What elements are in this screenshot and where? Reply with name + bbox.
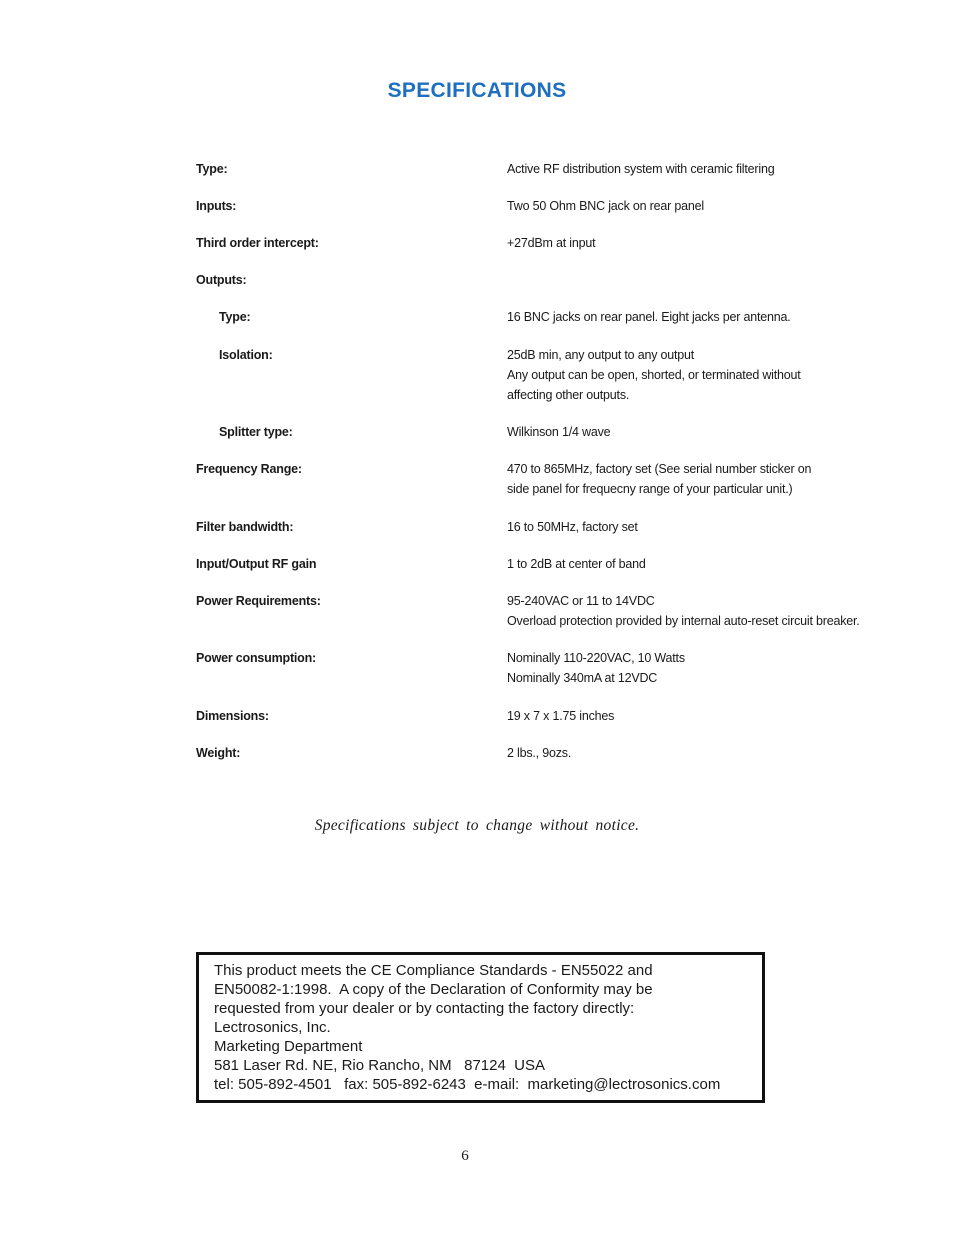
- spec-value-line: 16 to 50MHz, factory set: [507, 520, 638, 534]
- page-number: 6: [461, 1148, 469, 1164]
- spec-value-line: Overload protection provided by internal auto-reset circuit breaker.: [507, 614, 860, 628]
- spec-value-line: 95-240VAC or 11 to 14VDC: [507, 594, 655, 608]
- spec-value: [507, 706, 614, 726]
- ce-text-line: tel: 505-892-4501 fax: 505-892-6243 e-mail: marketing@lectrosonics.com: [214, 1076, 721, 1093]
- spec-value: [507, 233, 595, 253]
- spec-label: Isolation:: [219, 348, 273, 362]
- spec-value-line: 2 lbs., 9ozs.: [507, 746, 572, 760]
- spec-label: Power Requirements:: [196, 594, 321, 608]
- spec-value: [507, 459, 811, 499]
- ce-text-line: Lectrosonics, Inc.: [214, 1019, 331, 1036]
- spec-value: [507, 517, 638, 537]
- spec-label: Weight:: [196, 746, 241, 760]
- spec-value-line: Nominally 340mA at 12VDC: [507, 671, 658, 685]
- spec-value-line: Nominally 110-220VAC, 10 Watts: [507, 651, 685, 665]
- spec-value: [507, 196, 704, 216]
- spec-value: [507, 307, 791, 327]
- spec-value: [507, 648, 685, 688]
- spec-label: Input/Output RF gain: [196, 557, 317, 571]
- spec-value-line: Any output can be open, shorted, or terminated without: [507, 368, 801, 382]
- spec-label: Power consumption:: [196, 651, 317, 665]
- spec-label: Splitter type:: [219, 425, 293, 439]
- spec-value-line: 25dB min, any output to any output: [507, 348, 695, 362]
- spec-label: Third order intercept:: [196, 236, 319, 250]
- spec-label: Frequency Range:: [196, 462, 302, 476]
- change-notice: Specifications subject to change without notice.: [314, 817, 640, 834]
- ce-compliance-box: [196, 952, 765, 1103]
- spec-value: [507, 159, 774, 179]
- spec-value-line: 19 x 7 x 1.75 inches: [507, 709, 615, 723]
- spec-label: Filter bandwidth:: [196, 520, 294, 534]
- spec-value-line: Two 50 Ohm BNC jack on rear panel: [507, 199, 704, 213]
- spec-value-line: Active RF distribution system with ceramic filtering: [507, 162, 775, 176]
- spec-value-line: side panel for frequecny range of your particular unit.): [507, 482, 793, 496]
- spec-value-line: 1 to 2dB at center of band: [507, 557, 646, 571]
- ce-text-line: Marketing Department: [214, 1038, 363, 1055]
- spec-value: [507, 591, 860, 631]
- ce-text-line: This product meets the CE Compliance Standards - EN55022 and: [214, 962, 653, 979]
- spec-value: [507, 743, 571, 763]
- spec-value-line: 470 to 865MHz, factory set (See serial number sticker on: [507, 462, 812, 476]
- spec-label: Outputs:: [196, 273, 247, 287]
- spec-label: Type:: [196, 162, 228, 176]
- spec-value-line: +27dBm at input: [507, 236, 596, 250]
- spec-value-line: 16 BNC jacks on rear panel. Eight jacks per antenna.: [507, 310, 791, 324]
- spec-value: [507, 345, 801, 405]
- spec-value: [507, 422, 610, 442]
- ce-text-line: 581 Laser Rd. NE, Rio Rancho, NM 87124 USA: [214, 1057, 545, 1074]
- ce-text-line: requested from your dealer or by contacting the factory directly:: [214, 1000, 635, 1017]
- spec-value-line: Wilkinson 1/4 wave: [507, 425, 611, 439]
- ce-compliance-text: [214, 961, 720, 1094]
- spec-label: Type:: [219, 310, 251, 324]
- spec-label: Inputs:: [196, 199, 237, 213]
- spec-value-line: affecting other outputs.: [507, 388, 630, 402]
- ce-text-line: EN50082-1:1998. A copy of the Declaration of Conformity may be: [214, 981, 653, 998]
- spec-value: [507, 554, 646, 574]
- spec-label: Dimensions:: [196, 709, 269, 723]
- page-title: SPECIFICATIONS: [387, 79, 567, 102]
